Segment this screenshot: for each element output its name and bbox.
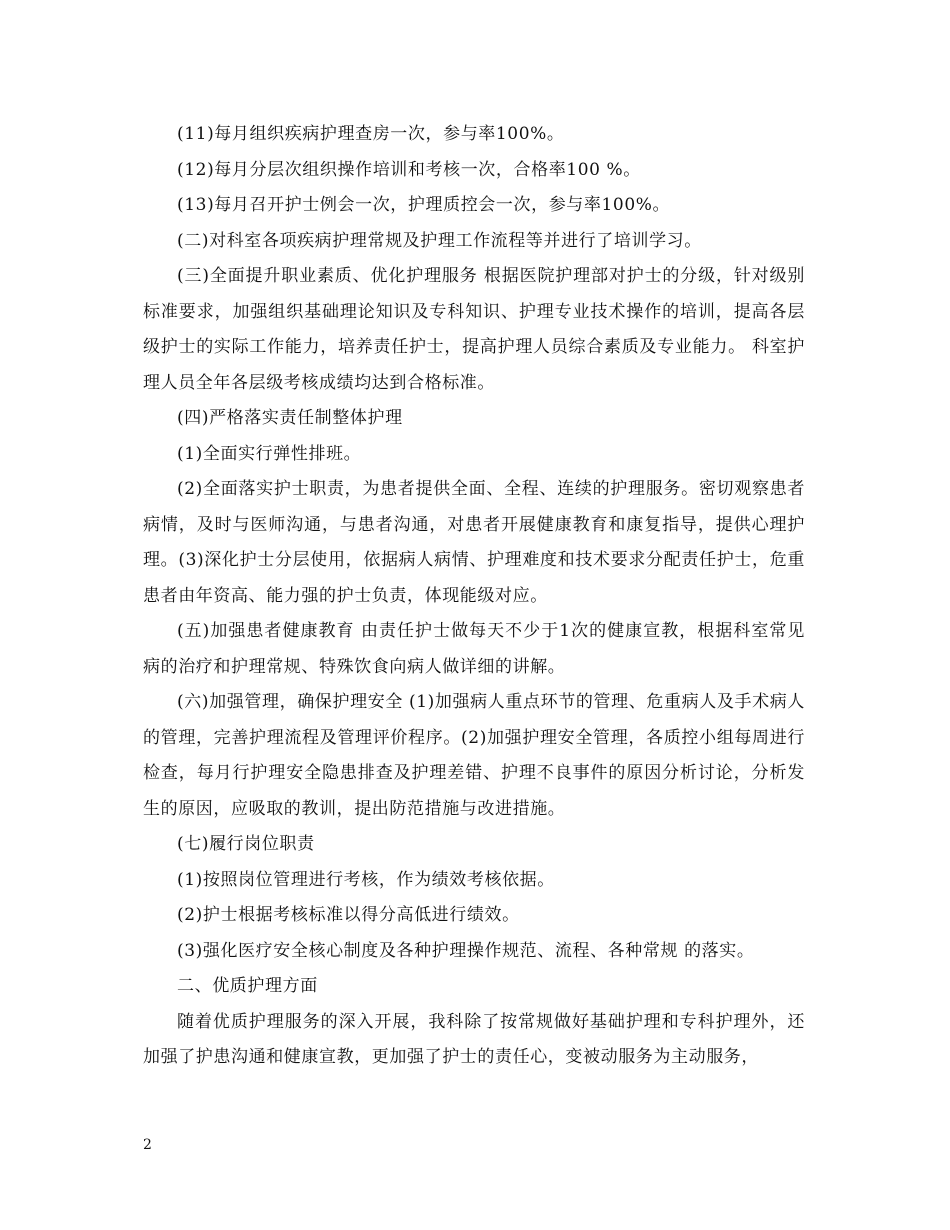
page-number: 2: [143, 1137, 152, 1153]
paragraph-quality-care: 随着优质护理服务的深入开展，我科除了按常规做好基础护理和专科护理外，还加强了护患沟通和健康宣教，更加强了护士的责任心，变被动服务为主动服务，: [143, 1011, 805, 1067]
paragraph-item-7-1: (1)按照岗位管理进行考核，作为绩效考核依据。: [177, 869, 555, 890]
paragraph-section-5: (五)加强患者健康教育 由责任护士做每天不少于1次的健康宣教，根据科室常见病的治疗和护理常规、特殊饮食向病人做详细的讲解。: [143, 621, 805, 677]
paragraph-section-3: (三)全面提升职业素质、优化护理服务 根据医院护理部对护士的分级，针对级别标准要求，加强组织基础理论知识及专科知识、护理专业技术操作的培训，提高各层级护士的实际工作能力，培养责任护士，提高护理人员综合素质及专业能力。 科室护理人员全年各层级考核成绩均达到合格标准。: [143, 266, 805, 393]
paragraph-item-4-2: (2)全面落实护士职责，为患者提供全面、全程、连续的护理服务。密切观察患者病情，及时与医师沟通，与患者沟通，对患者开展健康教育和康复指导，提供心理护理。(3)深化护士分层使用，依据病人病情、护理难度和技术要求分配责任护士，危重患者由年资高、能力强的护士负责，体现能级对应。: [143, 479, 805, 606]
paragraph-item-11: (11)每月组织疾病护理查房一次，参与率100%。: [177, 124, 565, 144]
paragraph-item-7-2: (2)护士根据考核标准以得分高低进行绩效。: [177, 905, 520, 925]
section-heading-quality-care: 二、优质护理方面: [177, 976, 318, 996]
paragraph-item-4-1: (1)全面实行弹性排班。: [177, 443, 362, 464]
paragraph-item-13: (13)每月召开护士例会一次，护理质控会一次，参与率100%。: [177, 195, 671, 215]
paragraph-section-6: (六)加强管理，确保护理安全 (1)加强病人重点环节的管理、危重病人及手术病人的管理，完善护理流程及管理评价程序。(2)加强护理安全管理，各质控小组每周进行检查，每月行护理安全隐患排查及护理差错、护理不良事件的原因分析讨论，分析发生的原因，应吸取的教训，提出防范措施与改进措施。: [143, 692, 805, 819]
paragraph-item-12: (12)每月分层次组织操作培训和考核一次，合格率100 %。: [177, 159, 641, 180]
section-heading-4: (四)严格落实责任制整体护理: [177, 408, 403, 428]
paragraph-section-2: (二)对科室各项疾病护理常规及护理工作流程等并进行了培训学习。: [177, 230, 702, 251]
document-body: [143, 117, 805, 1076]
paragraph-item-7-3: (3)强化医疗安全核心制度及各种护理操作规范、流程、各种常规 的落实。: [177, 940, 755, 961]
section-heading-7: (七)履行岗位职责: [177, 834, 315, 854]
